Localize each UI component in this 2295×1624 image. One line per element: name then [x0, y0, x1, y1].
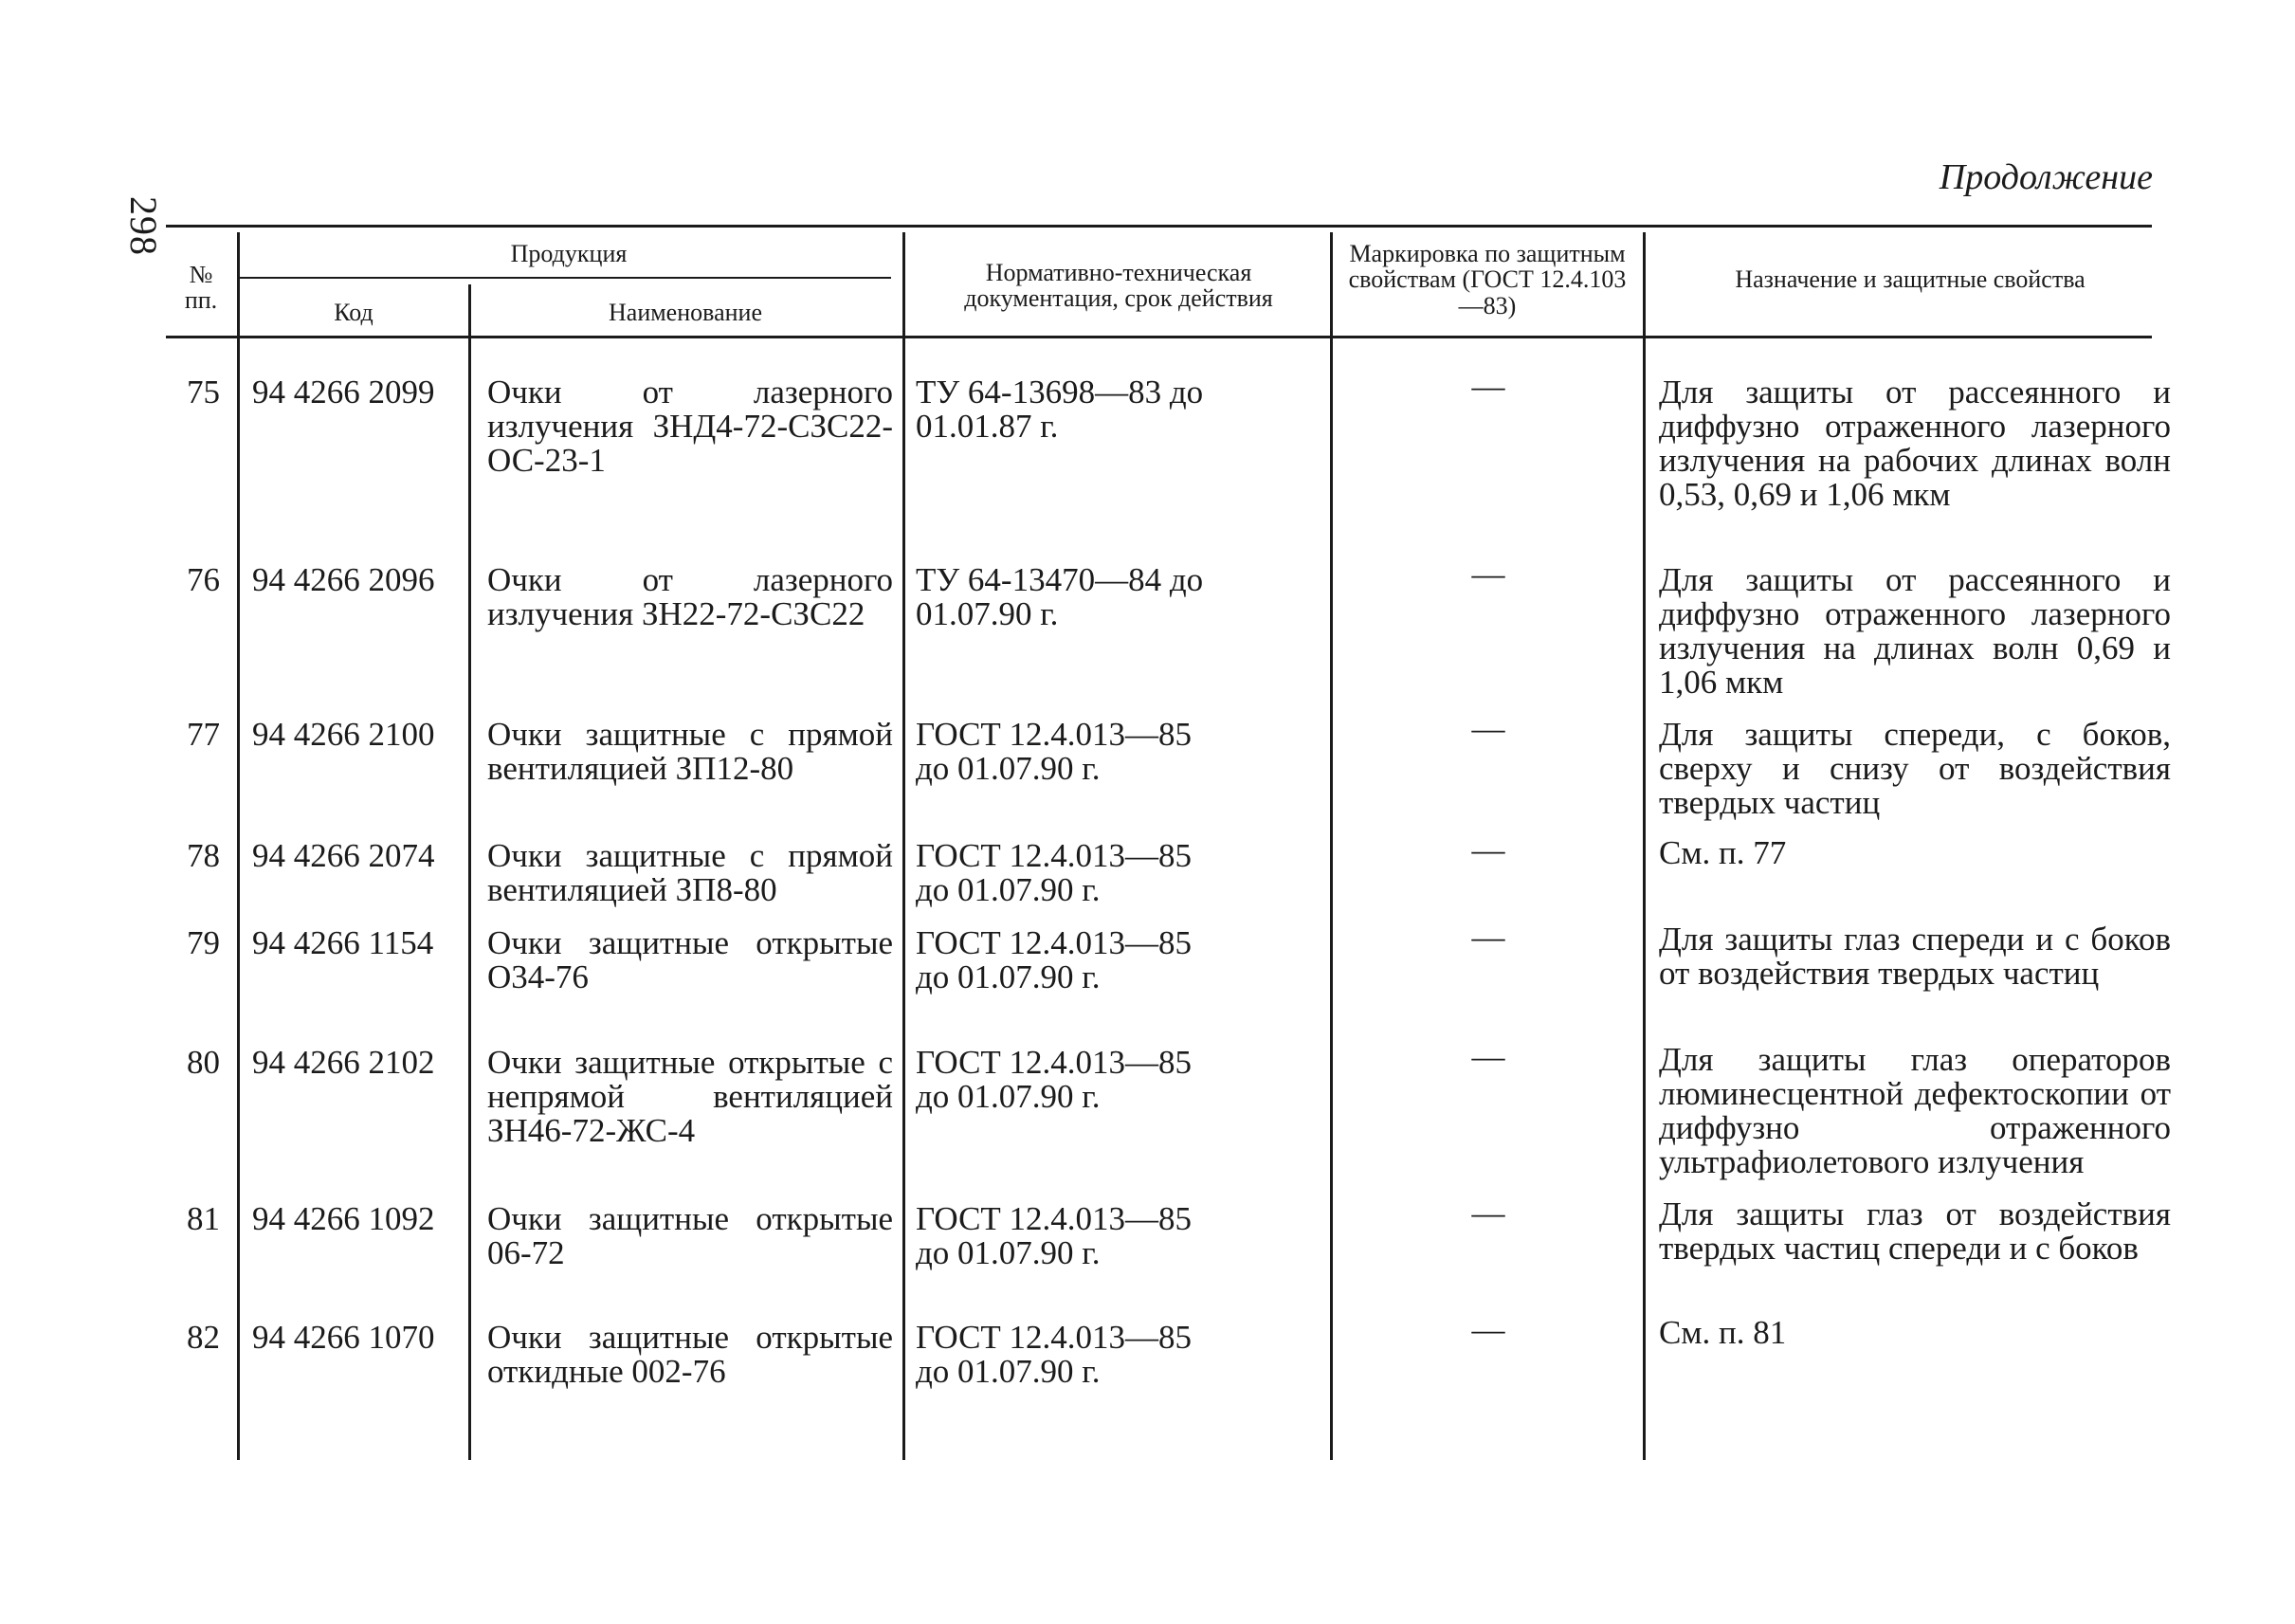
col-divider-code: [468, 284, 471, 1460]
header-marking: Маркировка по защитным свойствам (ГОСТ 12.4.103—83): [1348, 240, 1627, 319]
col-divider-marking: [1643, 232, 1646, 1460]
row-75-name: Очки от лазерного излучения ЗНД4-72-СЗС22-ОС-23-1: [487, 374, 893, 479]
product-subheader-rule: [237, 277, 891, 279]
row-78-purpose: См. п. 77: [1659, 834, 1787, 871]
row-78-doc: ГОСТ 12.4.013—85 до 01.07.90 г.: [916, 837, 1193, 908]
row-81-num: 81: [187, 1200, 220, 1237]
row-82-code: 94 4266 1070: [252, 1319, 435, 1356]
row-80-purpose: Для защиты глаз операторов люминесцентной дефектоскопии от диффузно отраженного ультрафиолетового излучения: [1659, 1041, 2171, 1180]
row-76-marking: —: [1471, 556, 1505, 593]
row-77-name: Очки защитные с прямой вентиляцией ЗП12-80: [487, 716, 893, 787]
row-79-marking: —: [1471, 919, 1505, 956]
row-75-num: 75: [187, 374, 220, 411]
row-81-marking: —: [1471, 1195, 1505, 1232]
row-76-purpose: Для защиты от рассеянного и диффузно отраженного лазерного излучения на длинах волн 0,69 и 1,06 мкм: [1659, 561, 2171, 701]
row-77-purpose: Для защиты спереди, с боков, сверху и снизу от воздействия твердых частиц: [1659, 716, 2171, 821]
row-78-num: 78: [187, 837, 220, 874]
row-82-purpose: См. п. 81: [1659, 1314, 1787, 1351]
row-78-code: 94 4266 2074: [252, 837, 435, 874]
col-divider-name: [902, 232, 905, 1460]
header-purpose: Назначение и защитные свойства: [1735, 265, 2086, 294]
row-78-marking: —: [1471, 831, 1505, 868]
row-77-doc: ГОСТ 12.4.013—85 до 01.07.90 г.: [916, 716, 1193, 787]
page-number: 298: [122, 196, 165, 256]
row-77-marking: —: [1471, 710, 1505, 747]
row-75-purpose: Для защиты от рассеянного и диффузно отраженного лазерного излучения на рабочих длинах волн 0,53, 0,69 и 1,06 мкм: [1659, 374, 2171, 513]
header-doc: Нормативно-техническая документация, срок действия: [964, 258, 1273, 312]
row-79-doc: ГОСТ 12.4.013—85 до 01.07.90 г.: [916, 924, 1193, 995]
row-78-name: Очки защитные с прямой вентиляцией ЗП8-80: [487, 837, 893, 908]
table-top-rule: [166, 225, 2152, 228]
row-77-num: 77: [187, 716, 220, 753]
row-80-code: 94 4266 2102: [252, 1044, 435, 1081]
row-82-name: Очки защитные открытые откидные 002-76: [487, 1319, 893, 1390]
header-bottom-rule: [166, 336, 2152, 338]
row-80-num: 80: [187, 1044, 220, 1081]
row-79-code: 94 4266 1154: [252, 924, 434, 961]
col-divider-doc: [1330, 232, 1333, 1460]
row-81-purpose: Для защиты глаз от воздействия твердых частиц спереди и с боков: [1659, 1195, 2171, 1267]
row-80-marking: —: [1471, 1038, 1505, 1075]
row-77-code: 94 4266 2100: [252, 716, 435, 753]
row-81-code: 94 4266 1092: [252, 1200, 435, 1237]
continuation-label: Продолжение: [1939, 157, 2153, 197]
row-82-marking: —: [1471, 1311, 1505, 1348]
row-82-doc: ГОСТ 12.4.013—85 до 01.07.90 г.: [916, 1319, 1193, 1390]
header-product: Продукция: [510, 240, 628, 268]
header-code: Код: [334, 299, 373, 327]
col-divider-num: [237, 232, 240, 1460]
row-76-code: 94 4266 2096: [252, 561, 435, 598]
header-num: № пп.: [184, 260, 218, 314]
row-75-code: 94 4266 2099: [252, 374, 435, 411]
row-79-purpose: Для защиты глаз спереди и с боков от воздействия твердых частиц: [1659, 921, 2171, 992]
row-82-num: 82: [187, 1319, 220, 1356]
row-79-name: Очки защитные открытые О34-76: [487, 924, 893, 995]
row-80-doc: ГОСТ 12.4.013—85 до 01.07.90 г.: [916, 1044, 1193, 1115]
header-name: Наименование: [609, 299, 762, 327]
row-75-doc: ТУ 64-13698—83 до 01.01.87 г.: [916, 374, 1204, 445]
row-81-name: Очки защитные открытые 06-72: [487, 1200, 893, 1271]
row-76-name: Очки от лазерного излучения ЗН22-72-СЗС22: [487, 561, 893, 632]
row-81-doc: ГОСТ 12.4.013—85 до 01.07.90 г.: [916, 1200, 1193, 1271]
row-76-doc: ТУ 64-13470—84 до 01.07.90 г.: [916, 561, 1204, 632]
row-79-num: 79: [187, 924, 220, 961]
row-80-name: Очки защитные открытые с непрямой вентиляцией ЗН46-72-ЖС-4: [487, 1044, 893, 1149]
row-76-num: 76: [187, 561, 220, 598]
row-75-marking: —: [1471, 368, 1505, 405]
